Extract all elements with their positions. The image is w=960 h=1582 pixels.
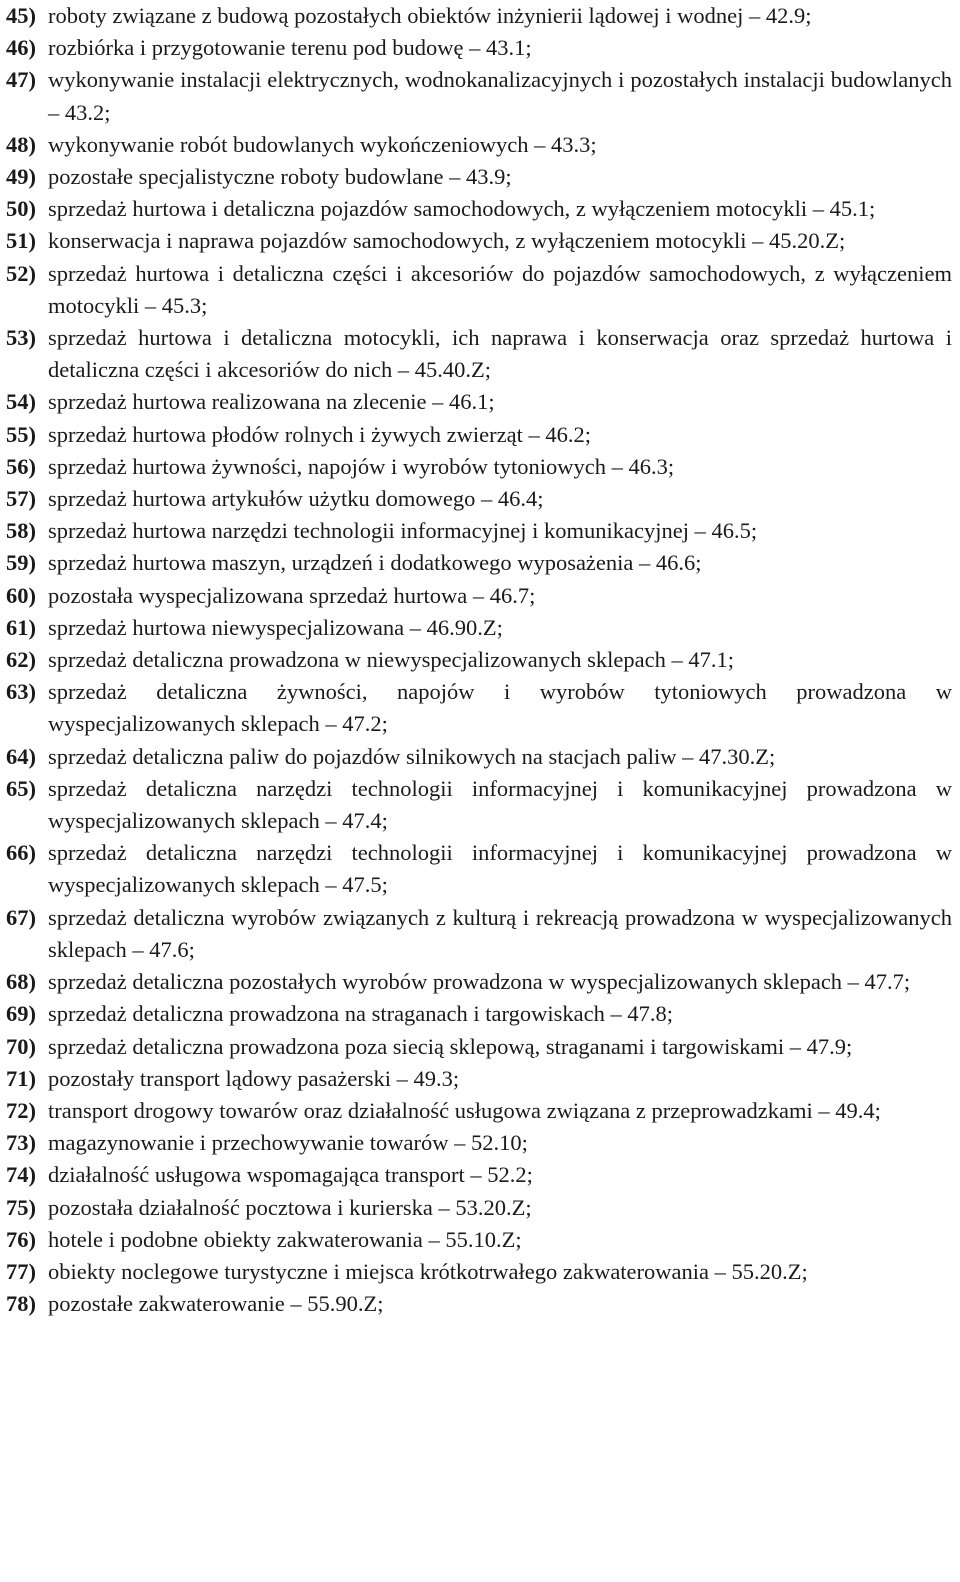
list-item bbox=[6, 902, 952, 966]
list-item bbox=[6, 773, 952, 837]
list-item bbox=[6, 547, 952, 579]
list-item bbox=[6, 676, 952, 740]
item-text: działalność usługowa wspomagająca transport – 52.2; bbox=[48, 1162, 533, 1188]
item-number: 60) bbox=[6, 582, 36, 608]
list-item bbox=[6, 1192, 952, 1224]
list-item bbox=[6, 225, 952, 257]
item-text: sprzedaż hurtowa żywności, napojów i wyrobów tytoniowych – 46.3; bbox=[48, 453, 675, 479]
list-item bbox=[6, 644, 952, 676]
item-text: sprzedaż hurtowa narzędzi technologii informacyjnej i komunikacyjnej – 46.5; bbox=[48, 518, 758, 544]
item-text: transport drogowy towarów oraz działalność usługowa związana z przeprowadzkami – 49.4; bbox=[48, 1097, 881, 1123]
list-item bbox=[6, 741, 952, 773]
item-number: 62) bbox=[6, 647, 36, 673]
item-text: sprzedaż detaliczna paliw do pojazdów silnikowych na stacjach paliw – 47.30.Z; bbox=[48, 743, 776, 769]
item-number: 70) bbox=[6, 1033, 36, 1059]
item-text: wykonywanie robót budowlanych wykończeniowych – 43.3; bbox=[48, 131, 597, 157]
item-number: 72) bbox=[6, 1097, 36, 1123]
document-list bbox=[6, 0, 952, 1320]
item-number: 51) bbox=[6, 228, 36, 254]
item-number: 59) bbox=[6, 550, 36, 576]
item-number: 48) bbox=[6, 131, 36, 157]
list-item bbox=[6, 1095, 952, 1127]
list-item bbox=[6, 32, 952, 64]
item-number: 78) bbox=[6, 1291, 36, 1317]
item-number: 68) bbox=[6, 969, 36, 995]
item-text: pozostałe specjalistyczne roboty budowlane – 43.9; bbox=[48, 164, 512, 190]
item-text: rozbiórka i przygotowanie terenu pod budowę – 43.1; bbox=[48, 35, 532, 61]
list-item bbox=[6, 1224, 952, 1256]
item-number: 73) bbox=[6, 1130, 36, 1156]
list-item bbox=[6, 451, 952, 483]
item-number: 69) bbox=[6, 1001, 36, 1027]
list-item bbox=[6, 258, 952, 322]
list-item bbox=[6, 386, 952, 418]
list-item bbox=[6, 580, 952, 612]
item-text: hotele i podobne obiekty zakwaterowania – 55.10.Z; bbox=[48, 1226, 522, 1252]
item-number: 66) bbox=[6, 840, 36, 866]
item-text: sprzedaż hurtowa niewyspecjalizowana – 46.90.Z; bbox=[48, 614, 503, 640]
list-item bbox=[6, 64, 952, 128]
item-number: 58) bbox=[6, 518, 36, 544]
item-text: sprzedaż detaliczna prowadzona na straganach i targowiskach – 47.8; bbox=[48, 1001, 673, 1027]
list-item bbox=[6, 161, 952, 193]
list-item bbox=[6, 1288, 952, 1320]
item-number: 75) bbox=[6, 1194, 36, 1220]
item-number: 56) bbox=[6, 453, 36, 479]
item-text: pozostałe zakwaterowanie – 55.90.Z; bbox=[48, 1291, 384, 1317]
item-text: pozostała wyspecjalizowana sprzedaż hurtowa – 46.7; bbox=[48, 582, 536, 608]
list-item bbox=[6, 322, 952, 386]
list-item bbox=[6, 1127, 952, 1159]
list-item bbox=[6, 966, 952, 998]
list-item bbox=[6, 1256, 952, 1288]
item-text: sprzedaż hurtowa realizowana na zlecenie – 46.1; bbox=[48, 389, 495, 415]
item-number: 65) bbox=[6, 775, 36, 801]
list-item bbox=[6, 1159, 952, 1191]
item-number: 47) bbox=[6, 67, 36, 93]
item-text: roboty związane z budową pozostałych obiektów inżynierii lądowej i wodnej – 42.9; bbox=[48, 3, 812, 28]
item-number: 71) bbox=[6, 1065, 36, 1091]
item-number: 55) bbox=[6, 421, 36, 447]
item-number: 46) bbox=[6, 35, 36, 61]
list-item bbox=[6, 1031, 952, 1063]
list-item bbox=[6, 1063, 952, 1095]
item-text: sprzedaż hurtowa i detaliczna pojazdów samochodowych, z wyłączeniem motocykli – 45.1; bbox=[48, 196, 876, 222]
list-item bbox=[6, 515, 952, 547]
list-item bbox=[6, 998, 952, 1030]
list-item bbox=[6, 193, 952, 225]
item-number: 57) bbox=[6, 486, 36, 512]
item-text: pozostała działalność pocztowa i kurierska – 53.20.Z; bbox=[48, 1194, 532, 1220]
item-text: sprzedaż hurtowa płodów rolnych i żywych zwierząt – 46.2; bbox=[48, 421, 591, 447]
item-text: wykonywanie instalacji elektrycznych, wodnokanalizacyjnych i pozostałych instalacji budowlanych – 43.2; bbox=[48, 67, 952, 125]
list-item bbox=[6, 129, 952, 161]
list-item bbox=[6, 837, 952, 901]
item-number: 54) bbox=[6, 389, 36, 415]
item-number: 52) bbox=[6, 260, 36, 286]
item-number: 77) bbox=[6, 1258, 36, 1284]
list-item bbox=[6, 0, 952, 32]
item-number: 63) bbox=[6, 679, 36, 705]
item-text: sprzedaż detaliczna narzędzi technologii informacyjnej i komunikacyjnej prowadzona w wyspecjalizowanych sklepach – 47.4; bbox=[48, 775, 952, 834]
list-item bbox=[6, 419, 952, 451]
item-number: 50) bbox=[6, 196, 36, 222]
list-item bbox=[6, 483, 952, 515]
item-text: sprzedaż detaliczna pozostałych wyrobów prowadzona w wyspecjalizowanych sklepach – 47.7; bbox=[48, 969, 911, 995]
item-text: sprzedaż detaliczna prowadzona w niewyspecjalizowanych sklepach – 47.1; bbox=[48, 647, 734, 673]
item-number: 67) bbox=[6, 904, 36, 930]
item-text: sprzedaż detaliczna żywności, napojów i wyrobów tytoniowych prowadzona w wyspecjalizowanych sklepach – 47.2; bbox=[48, 679, 952, 737]
item-text: sprzedaż detaliczna narzędzi technologii informacyjnej i komunikacyjnej prowadzona w wyspecjalizowanych sklepach – 47.5; bbox=[48, 840, 952, 898]
item-text: sprzedaż hurtowa i detaliczna motocykli, ich naprawa i konserwacja oraz sprzedaż hurtowa i detaliczna części i akcesoriów do nich – 45.40.Z; bbox=[48, 325, 952, 383]
item-text: sprzedaż detaliczna wyrobów związanych z kulturą i rekreacją prowadzona w wyspecjalizowanych sklepach – 47.6; bbox=[48, 904, 952, 962]
item-number: 49) bbox=[6, 164, 36, 190]
item-text: pozostały transport lądowy pasażerski – 49.3; bbox=[48, 1065, 460, 1091]
item-text: sprzedaż detaliczna prowadzona poza siecią sklepową, straganami i targowiskami – 47.9; bbox=[48, 1033, 853, 1059]
item-number: 74) bbox=[6, 1162, 36, 1188]
item-number: 45) bbox=[6, 3, 36, 28]
item-text: konserwacja i naprawa pojazdów samochodowych, z wyłączeniem motocykli – 45.20.Z; bbox=[48, 228, 846, 254]
item-number: 61) bbox=[6, 614, 36, 640]
item-number: 76) bbox=[6, 1226, 36, 1252]
item-number: 53) bbox=[6, 325, 36, 351]
item-text: sprzedaż hurtowa i detaliczna części i akcesoriów do pojazdów samochodowych, z wyłączeniem motocykli – 45.3; bbox=[48, 260, 952, 318]
item-text: sprzedaż hurtowa artykułów użytku domowego – 46.4; bbox=[48, 486, 544, 512]
item-number: 64) bbox=[6, 743, 36, 769]
item-text: sprzedaż hurtowa maszyn, urządzeń i dodatkowego wyposażenia – 46.6; bbox=[48, 550, 702, 576]
item-text: magazynowanie i przechowywanie towarów – 52.10; bbox=[48, 1130, 528, 1156]
list-item bbox=[6, 612, 952, 644]
item-text: obiekty noclegowe turystyczne i miejsca krótkotrwałego zakwaterowania – 55.20.Z; bbox=[48, 1258, 808, 1284]
